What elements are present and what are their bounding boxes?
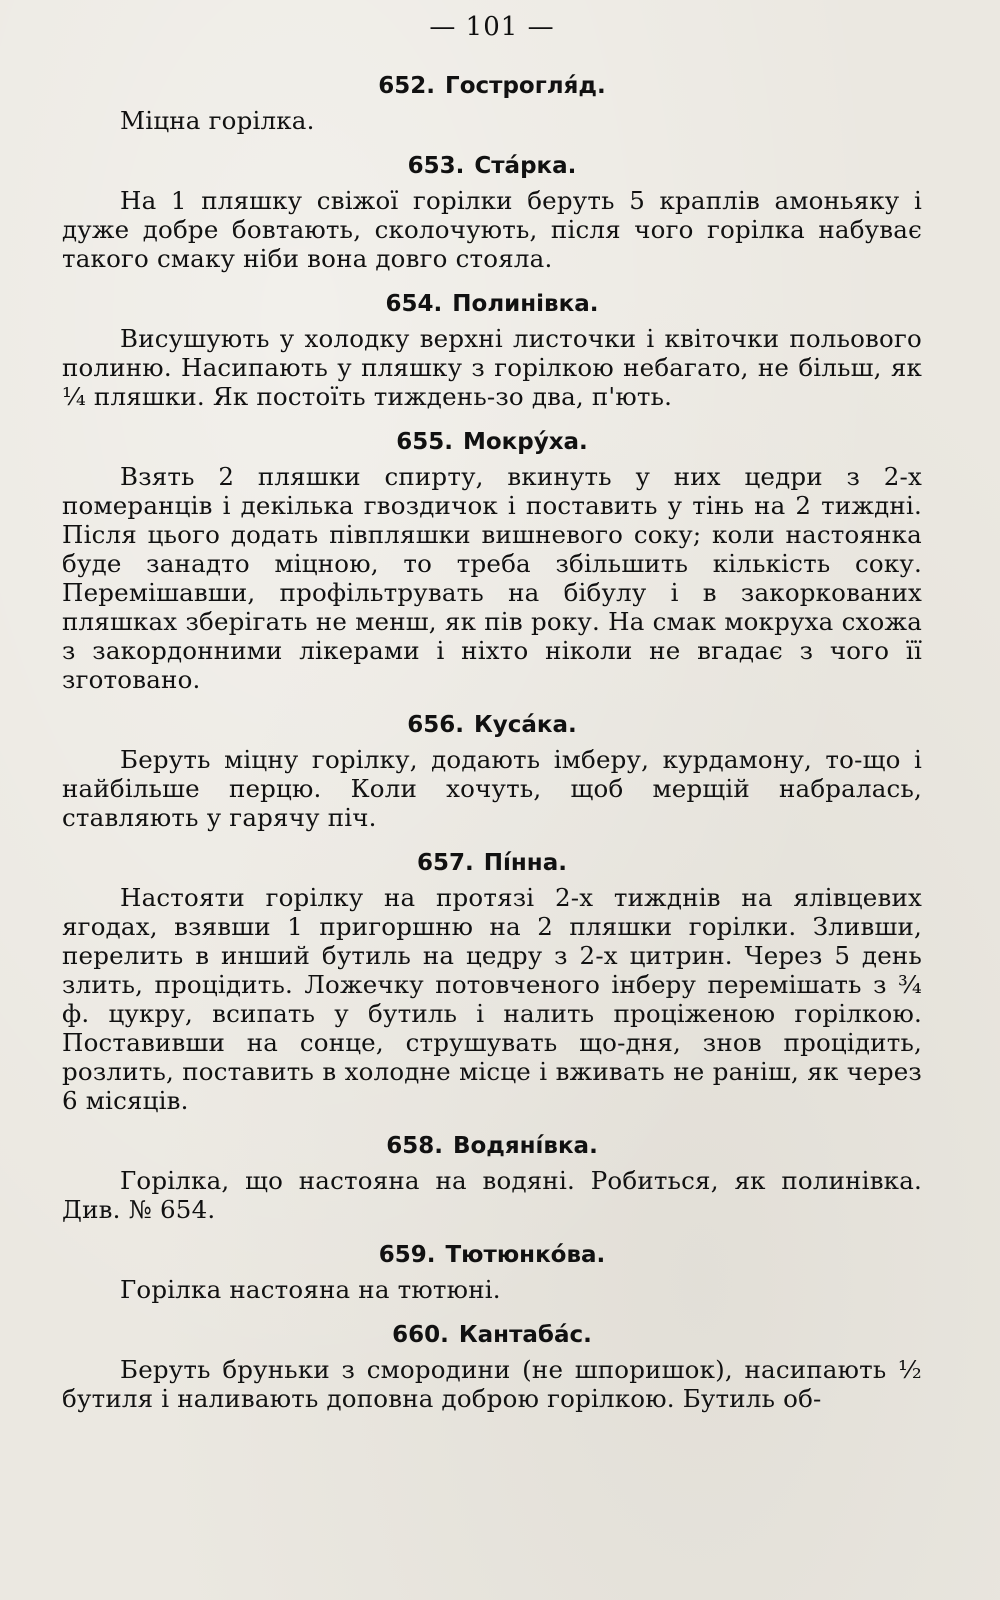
recipe-number: 652.	[378, 73, 436, 99]
recipe-text: На 1 пляшку свіжої горілки беруть 5 краплів амоньяку і дуже добре бовтають, сколочують, після чого горілка набуває такого смаку ніби вона довго стояла.	[62, 186, 922, 273]
recipe-number: 657.	[417, 850, 474, 876]
recipe-number: 655.	[396, 429, 453, 455]
recipe-text: Висушують у холодку верхні листочки і квіточки польового полиню. Насипають у пляшку з горілкою небагато, не більш, як ¼ пляшки. Як постоїть тиждень-зо два, п'ють.	[62, 324, 922, 411]
recipe-title	[62, 152, 922, 180]
recipe-title	[62, 1321, 922, 1349]
recipe-text: Горілка, що настояна на водяні. Робиться, як полинівка. Див. № 654.	[62, 1166, 922, 1224]
recipe-name: Гострогля́д.	[445, 73, 606, 99]
recipe-653	[62, 152, 922, 273]
recipe-657	[62, 849, 922, 1115]
recipe-name: Полинівка.	[452, 291, 599, 317]
recipe-name: Ста́рка.	[474, 153, 577, 179]
recipe-title	[62, 849, 922, 877]
recipe-659	[62, 1241, 922, 1304]
recipe-number: 656.	[407, 712, 464, 738]
recipe-name: Водяні́вка.	[452, 1133, 598, 1159]
recipe-title	[62, 72, 922, 100]
recipe-text: Взять 2 пляшки спирту, вкинуть у них цедри з 2-х померанців і декілька гвоздичок і поставить у тінь на 2 тиждні. Після цього додать півпляшки вишневого соку; коли настоянка буде занадто міцною, то треба збільшить кількість соку. Перемішавши, профільтрувать на бібулу і в закоркованих пляшках зберігать не менш, як пів року. На смак мокруха схожа з закордонними лікерами і ніхто ніколи не вгадає з чого її зготовано.	[62, 462, 922, 694]
recipe-number: 654.	[385, 291, 443, 317]
recipe-655	[62, 428, 922, 694]
recipe-number: 653.	[407, 153, 465, 179]
recipe-name: Тютюнко́ва.	[445, 1242, 606, 1268]
recipe-656	[62, 711, 922, 832]
recipe-number: 660.	[392, 1322, 449, 1348]
recipe-number: 658.	[386, 1133, 443, 1159]
recipe-text: Горілка настояна на тютюні.	[120, 1275, 501, 1304]
recipe-text: Беруть міцну горілку, додають імберу, курдамону, то-що і найбільше перцю. Коли хочуть, щоб мерщій набралась, ставляють у гарячу піч.	[62, 745, 922, 832]
recipe-title	[62, 1132, 922, 1160]
recipe-number: 659.	[378, 1242, 436, 1268]
recipe-652	[62, 72, 922, 135]
recipe-654	[62, 290, 922, 411]
recipe-title	[62, 290, 922, 318]
recipe-title	[62, 711, 922, 739]
recipe-title	[62, 1241, 922, 1269]
recipe-660	[62, 1321, 922, 1413]
page-number: — 101 —	[429, 12, 555, 42]
recipe-text: Настояти горілку на протязі 2-х тижднів на ялівцевих ягодах, взявши 1 пригоршню на 2 пляшки горілки. Зливши, перелить в инший бутиль на цедру з 2-х цитрин. Через 5 день злить, процідить. Ложечку потовченого інберу перемішать з ¾ ф. цукру, всипать у бутиль і налить проціженою горілкою. Поставивши на сонце, струшувать що-дня, знов процідить, розлить, поставить в холодне місце і вживать не раніш, як через 6 місяців.	[62, 883, 922, 1115]
recipe-name: Пі́нна.	[483, 850, 567, 876]
recipe-name: Кантаба́с.	[458, 1322, 592, 1348]
recipe-name: Мокру́ха.	[462, 429, 588, 455]
recipe-title	[62, 428, 922, 456]
recipe-name: Куса́ка.	[473, 712, 577, 738]
recipe-658	[62, 1132, 922, 1224]
recipe-text: Міцна горілка.	[120, 106, 315, 135]
recipe-text: Беруть бруньки з смородини (не шпоришок), насипають ½ бутиля і наливають доповна доброю горілкою. Бутиль об-	[62, 1355, 922, 1413]
